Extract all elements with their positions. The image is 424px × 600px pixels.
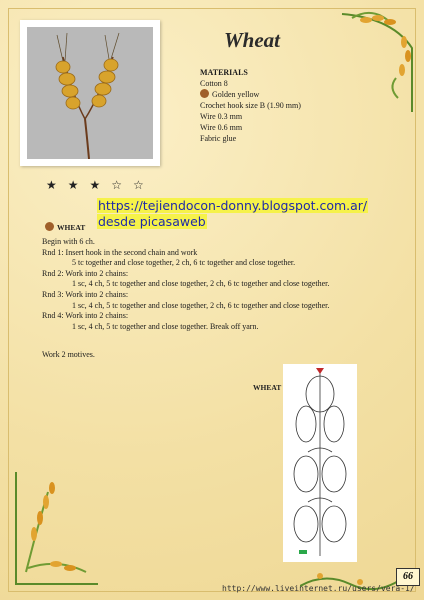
instr-rnd3-body: 1 sc, 4 ch, 5 tc together and close together, 2 ch, 6 tc together and close together. (72, 300, 330, 310)
section-heading-label: WHEAT (57, 223, 86, 232)
bullet-dot-icon (45, 222, 54, 231)
material-glue: Fabric glue (200, 134, 237, 143)
instr-rnd1-body: 5 tc together and close together, 2 ch, 6 tc together and close together. (72, 258, 296, 268)
end-marker-icon (299, 550, 307, 554)
instructions (42, 237, 402, 332)
material-wire-1: Wire 0.3 mm (200, 112, 243, 121)
instr-rnd2-body: 1 sc, 4 ch, 5 tc together and close together, 2 ch, 6 tc together and close together. (72, 279, 330, 289)
instr-rnd1-title: Rnd 1: Insert hook in the second chain and work (42, 247, 198, 257)
wheat-corner-ornament-bottom-left (8, 472, 98, 592)
color-swatch-icon (200, 89, 209, 98)
instr-rnd4-title: Rnd 4: Work into 2 chains: (42, 311, 129, 321)
watermark-url (97, 198, 368, 230)
material-cotton: Cotton 8 (200, 79, 228, 88)
instr-work-motives: Work 2 motives. (42, 350, 95, 359)
instr-begin: Begin with 6 ch. (42, 237, 95, 246)
material-color-row (200, 89, 301, 100)
page-number: 66 (396, 568, 420, 586)
material-wire-2: Wire 0.6 mm (200, 123, 243, 132)
material-color: Golden yellow (212, 90, 260, 99)
difficulty-rating: ★ ★ ★ ☆ ☆ (46, 178, 148, 192)
diagram-label: WHEAT (253, 383, 282, 392)
material-hook: Crochet hook size B (1.90 mm) (200, 101, 301, 110)
materials-list (200, 67, 301, 144)
instr-rnd2-title: Rnd 2: Work into 2 chains: (42, 268, 129, 278)
materials-heading: MATERIALS (200, 68, 248, 77)
start-marker-icon (316, 368, 324, 374)
section-heading (45, 222, 85, 232)
watermark-url-line-1: https://tejiendocon-donny.blogspot.com.ar/ (98, 198, 368, 213)
wheat-photo-image (27, 27, 153, 159)
instr-rnd4-body: 1 sc, 4 ch, 5 tc together and close together. Break off yarn. (72, 321, 259, 331)
wheat-corner-ornament-top-right (332, 8, 416, 112)
footer-url: http://www.liveinternet.ru/users/vera-1/ (222, 584, 415, 593)
instr-rnd3-title: Rnd 3: Work into 2 chains: (42, 289, 129, 299)
watermark-url-line-2: desde picasaweb (98, 214, 206, 229)
wheat-photo (20, 20, 160, 166)
crochet-diagram (283, 364, 357, 562)
page-title: Wheat (224, 28, 281, 52)
